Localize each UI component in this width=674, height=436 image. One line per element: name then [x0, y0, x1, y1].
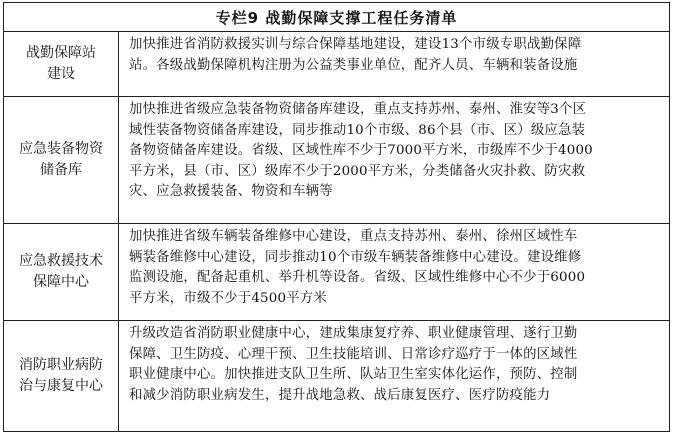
- table-row-emergency-depot: [4, 97, 669, 224]
- project-name-line: 治与康复中心: [19, 378, 103, 394]
- description-line: 保障、卫生防疫、心理干预、卫生技能培训、日常诊疗巡疗于一体的区域性: [129, 346, 578, 362]
- description-line: 域性装备物资储备库建设，同步推动10个市级、86个县（市、区）级应急装: [129, 122, 586, 138]
- project-name-cell: [4, 321, 119, 431]
- project-name-line: 储备库: [40, 162, 82, 178]
- project-name-cell: [4, 97, 119, 223]
- project-name-line: 应急装备物资: [19, 141, 103, 157]
- description-line: 灾、应急救援装备、物资和车辆等: [129, 184, 333, 199]
- project-description-cell: [119, 32, 669, 96]
- description-line: 平方米，县（市、区）级库不少于2000平方米，分类储备火灾扑救、防灾救: [129, 163, 586, 179]
- description-line: 平方米，市级不少于4500平方米: [129, 290, 327, 306]
- description-line: 升级改造省消防职业健康中心，建成集康复疗养、职业健康管理、遂行卫勤: [129, 326, 578, 341]
- table-row-health-center: [4, 321, 669, 431]
- description-line: 职业健康中心。加快推进支队卫生所、队站卫生室实体化运作，预防、控制: [129, 367, 578, 382]
- project-description-cell: [119, 224, 669, 320]
- description-line: 站。各级战勤保障机构注册为公益类事业单位，配齐人员、车辆和装备设施: [129, 57, 578, 73]
- table-row-tech-support-center: [4, 224, 669, 321]
- table-title: 专栏9 战勤保障支撑工程任务清单: [4, 3, 669, 32]
- project-name-cell: [4, 224, 119, 320]
- description-line: 加快推进省消防救援实训与综合保障基地建设，建设13个市级专职战勤保障: [129, 37, 582, 52]
- description-line: 监测设施，配备起重机、举升机等设备。省级、区域性维修中心不少于6000: [129, 270, 586, 285]
- task-list-table: [3, 2, 670, 432]
- project-name-line: 战勤保障站: [26, 45, 96, 61]
- project-name-cell: [4, 32, 119, 96]
- project-name-line: 保障中心: [33, 274, 89, 290]
- description-line: 和减少消防职业病发生，提升战地急救、战后康复医疗、医疗防疫能力: [129, 387, 551, 403]
- description-line: 辆装备维修中心建设，同步推动10个市级车辆装备维修中心建设。建设维修: [129, 249, 582, 265]
- project-name-line: 应急救援技术: [19, 253, 103, 269]
- description-line: 加快推进省级车辆装备维修中心建设，重点支持苏州、泰州、徐州区域性车: [129, 229, 578, 244]
- project-name-line: 消防职业病防: [19, 357, 103, 373]
- description-line: 加快推进省级应急装备物资储备库建设，重点支持苏州、泰州、淮安等3个区: [129, 102, 587, 117]
- project-description-cell: [119, 321, 669, 431]
- description-line: 备物资储备库建设。省级、区域性库不少于7000平方米，市级库不少于4000: [129, 143, 593, 158]
- project-description-cell: [119, 97, 669, 223]
- table-row-supply-station: [4, 32, 669, 97]
- project-name-line: 建设: [47, 66, 75, 82]
